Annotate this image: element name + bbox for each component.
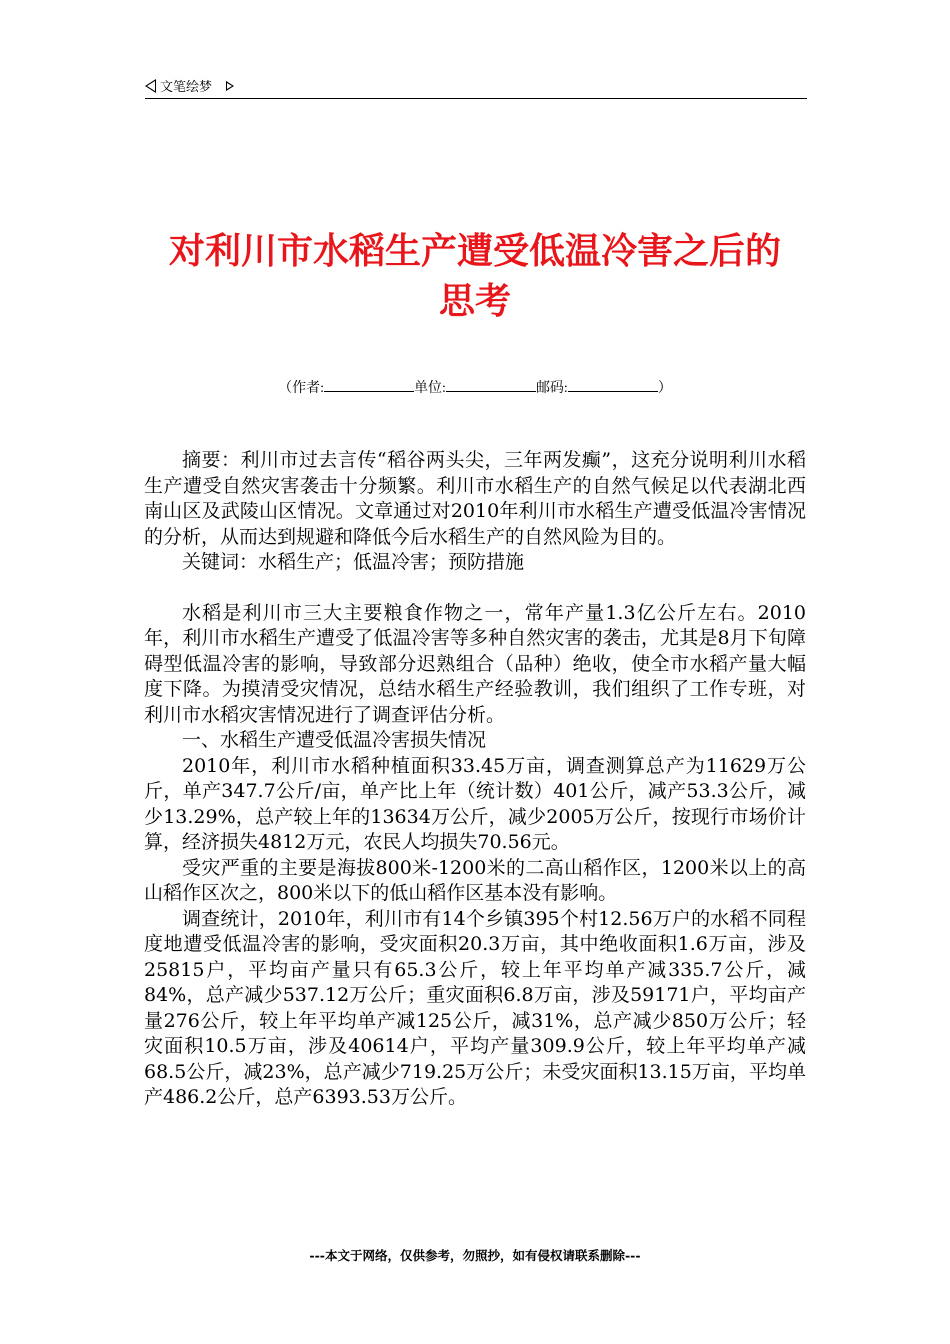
author-label: （作者:: [278, 381, 325, 396]
brand-label: 文笔绘梦: [160, 80, 213, 95]
body-paragraph: 受灾严重的主要是海拔800米-1200米的二高山稻作区，1200米以上的高山稻作区次之，800米以下的低山稻作区基本没有影响。: [144, 856, 806, 904]
title-line-1: 对利川市水稻生产遭受低温冷害之后的: [168, 230, 781, 272]
unit-blank: [446, 379, 536, 392]
brand: [145, 76, 234, 95]
title-line-2: 思考: [438, 280, 511, 322]
right-triangle-icon: [226, 81, 234, 91]
intro-paragraph: 水稻是利川市三大主要粮食作物之一，常年产量1.3亿公斤左右。2010年，利川市水稻生产遭受了低温冷害等多种自然灾害的袭击，尤其是8月下旬障碍型低温冷害的影响，导致部分迟熟组合（品种）绝收，使全市水稻产量大幅度下降。为摸清受灾情况，总结水稻生产经验教训，我们组织了工作专班，对利川市水稻灾害情况进行了调查评估分析。: [144, 601, 806, 726]
page-header: [145, 74, 807, 99]
zip-label: 邮码:: [535, 381, 568, 396]
section-heading: 一、水稻生产遭受低温冷害损失情况: [182, 729, 487, 751]
zip-blank: [568, 379, 658, 392]
abstract: 摘要：利川市过去言传“稻谷两头尖，三年两发癫”，这充分说明利川水稻生产遭受自然灾害袭击十分频繁。利川市水稻生产的自然气候足以代表湖北西南山区及武陵山区情况。文章通过对2010年利川市水稻生产遭受低温冷害情况的分析，从而达到规避和降低今后水稻生产的自然风险为目的。: [144, 449, 806, 548]
document-body: [144, 448, 806, 1111]
unit-label: 单位:: [414, 381, 446, 396]
left-triangle-icon: [145, 79, 156, 93]
author-blank: [324, 379, 414, 392]
body-paragraph: 调查统计，2010年，利川市有14个乡镇395个村12.56万户的水稻不同程度地遭受低温冷害的影响，受灾面积20.3万亩，其中绝收面积1.6万亩，涉及25815户，平均亩产量只有65.3公斤，较上年平均单产减335.7公斤，减84%，总产减少537.12万公斤；重灾面积6.8万亩，涉及59171户，平均亩产量276公斤，较上年平均单产减125公斤，减31%，总产减少850万公斤；轻灾面积10.5万亩，涉及40614户，平均产量309.9公斤，较上年平均单产减68.5公斤，减23%，总产减少719.25万公斤；未受灾面积13.15万亩，平均单产486.2公斤，总产6393.53万公斤。: [144, 907, 806, 1108]
author-close: ）: [657, 381, 672, 396]
footer-disclaimer: ---本文于网络，仅供参考，勿照抄，如有侵权请联系删除---: [309, 1248, 641, 1263]
keywords: 关键词：水稻生产；低温冷害；预防措施: [182, 551, 525, 573]
body-paragraph: 2010年，利川市水稻种植面积33.45万亩，调查测算总产为11629万公斤，单产347.7公斤/亩，单产比上年（统计数）401公斤，减产53.3公斤，减少13.29%，总产较上年的13634万公斤，减少2005万公斤，按现行市场价计算，经济损失4812万元，农民人均损失70.56元。: [144, 754, 806, 853]
spacer: [144, 576, 806, 601]
author-line: [0, 377, 950, 397]
document-title: [130, 226, 820, 326]
